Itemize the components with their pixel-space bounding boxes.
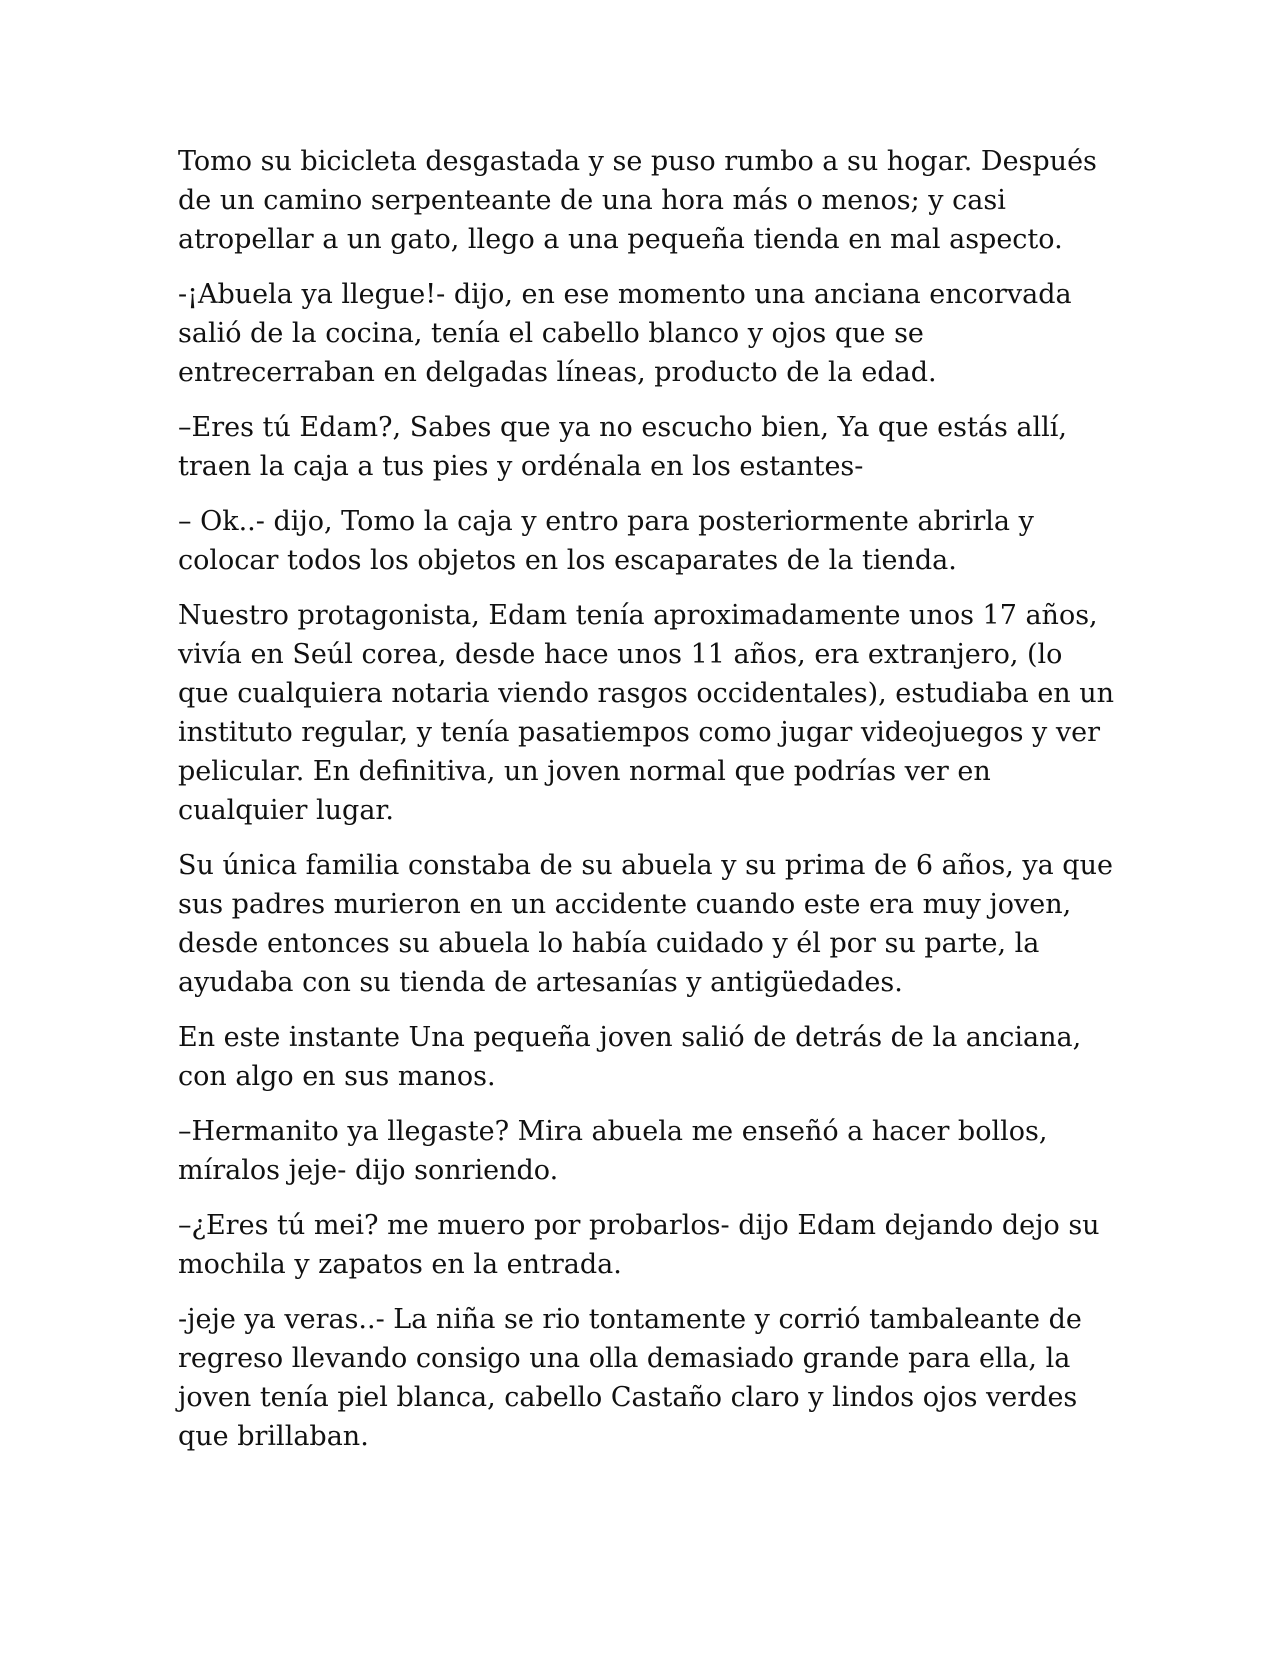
paragraph: Tomo su bicicleta desgastada y se puso rumbo a su hogar. Después de un camino serpenteante de una hora más o menos; y casi atropellar a un gato, llego a una pequeña tienda en mal aspecto. (178, 146, 1097, 255)
document-page (178, 142, 1118, 1472)
paragraph: –¿Eres tú mei? me muero por probarlos- dijo Edam dejando dejo su mochila y zapatos en la entrada. (178, 1210, 1100, 1280)
paragraph: Nuestro protagonista, Edam tenía aproximadamente unos 17 años, vivía en Seúl corea, desde hace unos 11 años, era extranjero, (lo que cualquiera notaria viendo rasgos occidentales), estudiaba en un instituto regular, y tenía pasatiempos como jugar videojuegos y ver pelicular. En definitiva, un joven normal que podrías ver en cualquier lugar. (178, 600, 1115, 826)
paragraph: -jeje ya veras..- La niña se rio tontamente y corrió tambaleante de regreso llevando consigo una olla demasiado grande para ella, la joven tenía piel blanca, cabello Castaño claro y lindos ojos verdes que brillaban. (178, 1304, 1082, 1452)
paragraph: -¡Abuela ya llegue!- dijo, en ese momento una anciana encorvada salió de la cocina, tenía el cabello blanco y ojos que se entrecerraban en delgadas líneas, producto de la edad. (178, 279, 1072, 388)
paragraph: –Eres tú Edam?, Sabes que ya no escucho bien, Ya que estás allí, traen la caja a tus pies y ordénala en los estantes- (178, 412, 1067, 482)
paragraph: En este instante Una pequeña joven salió de detrás de la anciana, con algo en sus manos. (178, 1022, 1082, 1092)
paragraph: – Ok..- dijo, Tomo la caja y entro para posteriormente abrirla y colocar todos los objetos en los escaparates de la tienda. (178, 506, 1034, 576)
paragraph: Su única familia constaba de su abuela y su prima de 6 años, ya que sus padres murieron en un accidente cuando este era muy joven, desde entonces su abuela lo había cuidado y él por su parte, la ayudaba con su tienda de artesanías y antigüedades. (178, 850, 1113, 998)
paragraph: –Hermanito ya llegaste? Mira abuela me enseñó a hacer bollos, míralos jeje- dijo sonriendo. (178, 1116, 1048, 1186)
